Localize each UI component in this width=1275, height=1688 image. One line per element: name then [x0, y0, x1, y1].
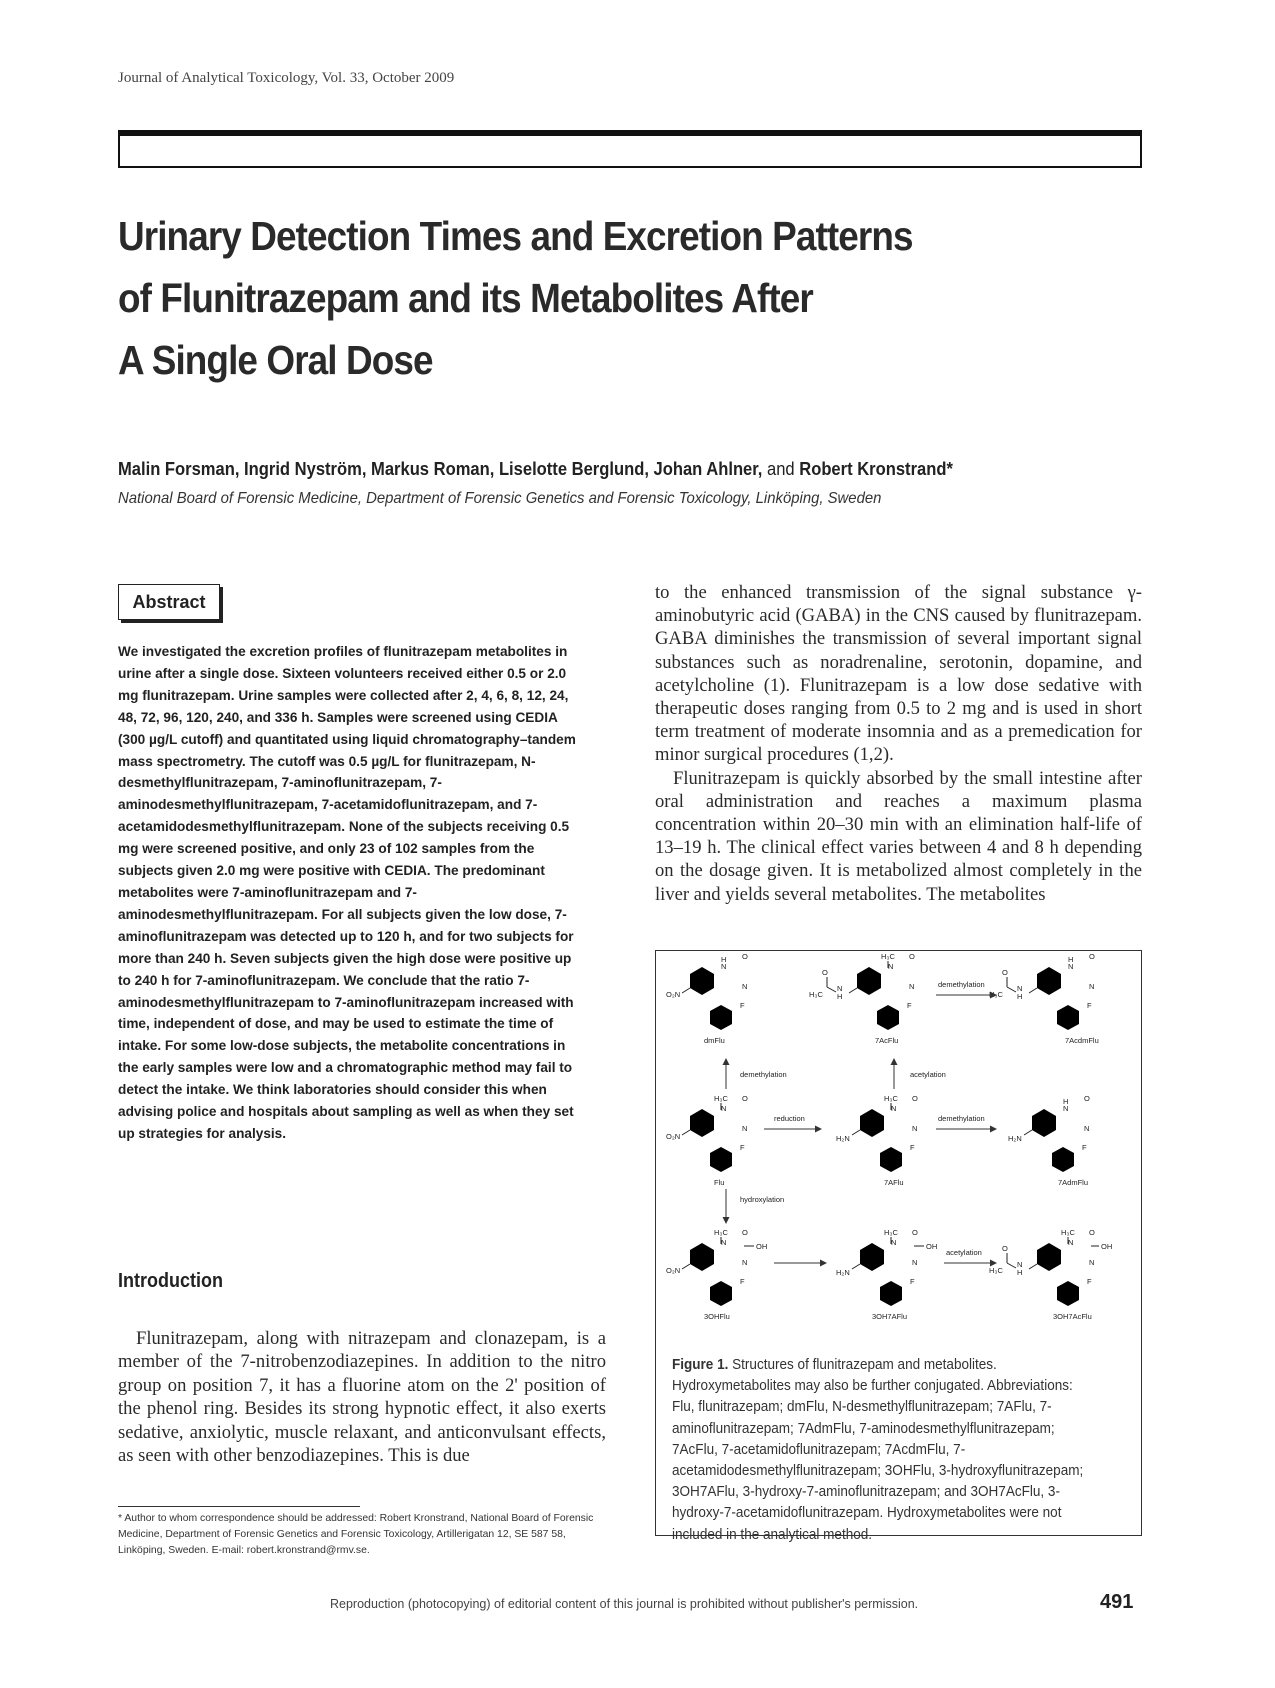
author-names: Malin Forsman, Ingrid Nyström, Markus Roman, Liselotte Berglund, Johan Ahlner,: [118, 459, 763, 479]
title-line-2: of Flunitrazepam and its Metabolites After: [118, 275, 813, 321]
structure-7AcFlu: [809, 952, 915, 1045]
page-number: 491: [1100, 1591, 1134, 1613]
title-line-3: A Single Oral Dose: [118, 337, 433, 383]
structure-label: 3OH7AcFlu: [1053, 1312, 1092, 1321]
svg-text:O: O: [912, 1094, 918, 1103]
figure-caption-label: Figure 1.: [672, 1357, 729, 1373]
svg-text:H₂N: H₂N: [1008, 1134, 1022, 1143]
svg-text:O₂N: O₂N: [666, 1266, 681, 1275]
svg-text:O: O: [822, 968, 828, 977]
svg-text:O: O: [1089, 1228, 1095, 1237]
svg-text:O₂N: O₂N: [666, 990, 681, 999]
arrow-label-demethylation: demethylation: [938, 1114, 985, 1123]
arrow-label-demethylation: demethylation: [740, 1070, 787, 1079]
svg-text:OH: OH: [1101, 1242, 1113, 1251]
svg-text:F: F: [740, 1001, 745, 1010]
svg-text:O: O: [742, 952, 748, 961]
abstract-text: We investigated the excretion profiles of flunitrazepam metabolites in urine after a single dose. Sixteen volunteers received either 0.5 or 2.0 mg flunitrazepam. Urine samples were collected after 2, 4, 6, 8, 12, 24, 48, 72, 96, 120, 240, and 336 h. Samples were screened using CEDIA (300 µg/L cutoff) and quantitated using liquid chromatography–tandem mass spectrometry. The cutoff was 0.5 µg/L for flunitrazepam, N-desmethylflunitrazepam, 7-aminoflunitrazepam, 7-aminodesmethylflunitrazepam, 7-acetamidoflunitrazepam, and 7-acetamidodesmethylflunitrazepam. None of the subjects receiving 0.5 mg were screened positive, and only 23 of 102 samples from the subjects given 2.0 mg were positive with CEDIA. The predominant metabolites were 7-aminoflunitrazepam and 7-aminodesmethylflunitrazepam. For all subjects given the low dose, 7-aminoflunitrazepam was detected up to 120 h, and for two subjects for more than 240 h. Seven subjects given the high dose were positive up to 240 h for 7-aminoflunitrazepam. We conclude that the ratio 7-aminodesmethylflunitrazepam to 7-aminoflunitrazepam increased with time, independent of dose, and may be used to estimate the time of intake. For some low-dose subjects, the metabolite concentrations in the early samples were low and a chromatographic method may fail to detect the intake. We think laboratories should consider this when advising police and hospitals about sampling as well as when they set up strategies for analysis.: [118, 644, 576, 1142]
svg-text:H₃C: H₃C: [714, 1094, 728, 1103]
svg-text:H₃C: H₃C: [809, 990, 823, 999]
svg-text:H₃C: H₃C: [989, 1266, 1003, 1275]
arrow-label-reduction: reduction: [774, 1114, 805, 1123]
svg-text:H₃C: H₃C: [884, 1228, 898, 1237]
structure-label: 3OHFlu: [704, 1312, 730, 1321]
structure-label: dmFlu: [704, 1036, 725, 1045]
arrow-label-demethylation: demethylation: [938, 980, 985, 989]
svg-text:N: N: [1068, 962, 1074, 971]
svg-text:N: N: [1017, 984, 1023, 993]
svg-text:N: N: [891, 1104, 897, 1113]
intro-paragraph-continued: to the enhanced transmission of the signal substance γ-aminobutyric acid (GABA) in the CNS caused by flunitrazepam. GABA diminishes the transmission of several important signal substances such as noradrenaline, serotonin, dopamine, and acetylcholine (1). Flunitrazepam is a low dose sedative with therapeutic doses ranging from 0.5 to 2 mg and is used in short term treatment of moderate insomnia and as a premedication for minor surgical procedures (1,2).: [655, 582, 1142, 766]
article-title: [118, 205, 1018, 391]
svg-text:F: F: [910, 1143, 915, 1152]
svg-text:O: O: [742, 1094, 748, 1103]
svg-text:N: N: [721, 962, 727, 971]
structure-label: 7AcFlu: [875, 1036, 899, 1045]
structure-label: Flu: [714, 1178, 725, 1187]
structure-label: 7AcdmFlu: [1065, 1036, 1099, 1045]
svg-text:F: F: [740, 1143, 745, 1152]
svg-text:O: O: [742, 1228, 748, 1237]
svg-text:N: N: [742, 982, 748, 991]
structure-3OHFlu: [666, 1228, 767, 1321]
svg-text:O: O: [912, 1228, 918, 1237]
svg-text:O: O: [1084, 1094, 1090, 1103]
structure-label: 3OH7AFlu: [872, 1312, 908, 1321]
svg-text:N: N: [909, 982, 915, 991]
intro-paragraph-1: Flunitrazepam, along with nitrazepam and clonazepam, is a member of the 7-nitrobenzodiazepines. In addition to the nitro group on position 7, it has a fluorine atom on the 2' position of the phenol ring. Besides its strong hypnotic effect, it also exerts sedative, anxiolytic, muscle relaxant, and anticonvulsant effects, as seen with other benzodiazepines. This is due: [118, 1328, 606, 1467]
author-conjunction: and: [762, 459, 800, 479]
svg-text:H₂N: H₂N: [836, 1268, 850, 1277]
correspondence-footnote: * Author to whom correspondence should be addressed: Robert Kronstrand, National Board of Forensic Medicine, Department of Forensic Genetics and Forensic Toxicology, Artillerigatan 12, SE 587 58, Linköping, Sweden. E-mail: robert.kronstrand@rmv.se.: [118, 1513, 594, 1556]
structure-label: 7AFlu: [884, 1178, 904, 1187]
affiliation: National Board of Forensic Medicine, Department of Forensic Genetics and Forensic Toxicology, Linköping, Sweden: [118, 490, 882, 507]
title-banner-frame: [118, 130, 1142, 168]
svg-text:H: H: [1017, 992, 1023, 1001]
svg-text:F: F: [1082, 1143, 1087, 1152]
svg-text:N: N: [1068, 1238, 1074, 1247]
svg-text:N: N: [742, 1258, 748, 1267]
svg-text:H₃C: H₃C: [881, 952, 895, 961]
svg-text:N: N: [837, 984, 843, 993]
svg-text:N: N: [1084, 1124, 1090, 1133]
svg-text:N: N: [742, 1124, 748, 1133]
abstract-heading: Abstract: [118, 584, 220, 620]
svg-text:O: O: [909, 952, 915, 961]
svg-text:H: H: [1063, 1097, 1069, 1106]
svg-text:H: H: [721, 955, 727, 964]
structure-3OH7AcFlu: [989, 1228, 1112, 1321]
structure-7AdmFlu: [1008, 1094, 1090, 1187]
svg-text:O: O: [1002, 1244, 1008, 1253]
arrow-label-acetylation: acetylation: [946, 1248, 982, 1257]
svg-text:O₂N: O₂N: [666, 1132, 681, 1141]
svg-text:N: N: [1089, 1258, 1095, 1267]
structure-3OH7AFlu: [836, 1228, 937, 1321]
svg-text:N: N: [888, 962, 894, 971]
svg-text:F: F: [1087, 1277, 1092, 1286]
journal-header: Journal of Analytical Toxicology, Vol. 33, October 2009: [118, 70, 455, 86]
svg-text:F: F: [1087, 1001, 1092, 1010]
figure-caption-text: Structures of flunitrazepam and metabolites. Hydroxymetabolites may also be further conjugated. Abbreviations: Flu, flunitrazepam; dmFlu, N-desmethylflunitrazepam; 7AFlu, 7-aminoflunitrazepam; 7AdmFlu, 7-aminodesmethylflunitrazepam; 7AcFlu, 7-acetamidoflunitrazepam; 7AcdmFlu, 7-acetamidodesmethylflunitrazepam; 3OHFlu, 3-hydroxyflunitrazepam; 3OH7AFlu, 3-hydroxy-7-aminoflunitrazepam; and 3OH7AcFlu, 3-hydroxy-7-acetamidoflunitrazepam. Hydroxymetabolites were not included in the analytical method.: [672, 1357, 1084, 1543]
intro-paragraph-2: Flunitrazepam is quickly absorbed by the small intestine after oral administration and reaches a maximum plasma concentration within 20–30 min with an elimination half-life of 13–19 h. The clinical effect varies between 4 and 8 h depending on the dosage given. It is metabolized almost completely in the liver and yields several metabolites. The metabolites: [655, 767, 1142, 905]
svg-text:H₃C: H₃C: [714, 1228, 728, 1237]
svg-text:OH: OH: [756, 1242, 768, 1251]
svg-text:F: F: [910, 1277, 915, 1286]
footnote-rule: [118, 1506, 360, 1507]
author-list: [118, 459, 953, 480]
arrow-label-hydroxylation: hydroxylation: [740, 1195, 785, 1204]
structure-label: 7AdmFlu: [1058, 1178, 1089, 1187]
introduction-right-column: [655, 581, 1142, 906]
svg-text:H₃C: H₃C: [989, 990, 1003, 999]
svg-text:N: N: [721, 1238, 727, 1247]
introduction-heading: Introduction: [118, 1270, 223, 1292]
svg-text:N: N: [891, 1238, 897, 1247]
svg-text:H₃C: H₃C: [1061, 1228, 1075, 1237]
svg-text:O: O: [1089, 952, 1095, 961]
structure-7AcdmFlu: [989, 952, 1099, 1045]
structure-7AFlu: [836, 1094, 918, 1187]
svg-text:N: N: [1017, 1260, 1023, 1269]
svg-text:N: N: [912, 1124, 918, 1133]
svg-text:H₃C: H₃C: [884, 1094, 898, 1103]
svg-text:F: F: [740, 1277, 745, 1286]
svg-text:N: N: [1063, 1104, 1069, 1113]
title-line-1: Urinary Detection Times and Excretion Patterns: [118, 213, 913, 259]
structure-dmFlu: [666, 952, 748, 1045]
svg-text:H: H: [1017, 1268, 1023, 1277]
arrow-label-acetylation: acetylation: [910, 1070, 946, 1079]
svg-text:H: H: [837, 992, 843, 1001]
svg-text:N: N: [1089, 982, 1095, 991]
structure-Flu: [666, 1094, 748, 1187]
svg-text:N: N: [912, 1258, 918, 1267]
svg-text:O: O: [1002, 968, 1008, 977]
corresponding-author: Robert Kronstrand*: [799, 459, 953, 479]
figure-caption: [672, 1355, 1099, 1546]
reproduction-notice: Reproduction (photocopying) of editorial content of this journal is prohibited without publisher's permission.: [330, 1597, 919, 1611]
svg-text:OH: OH: [926, 1242, 938, 1251]
introduction-left-column: [118, 1327, 606, 1467]
svg-text:H: H: [1068, 955, 1074, 964]
svg-text:N: N: [721, 1104, 727, 1113]
svg-text:H₂N: H₂N: [836, 1134, 850, 1143]
svg-text:F: F: [907, 1001, 912, 1010]
metabolism-scheme: [656, 951, 1143, 1351]
